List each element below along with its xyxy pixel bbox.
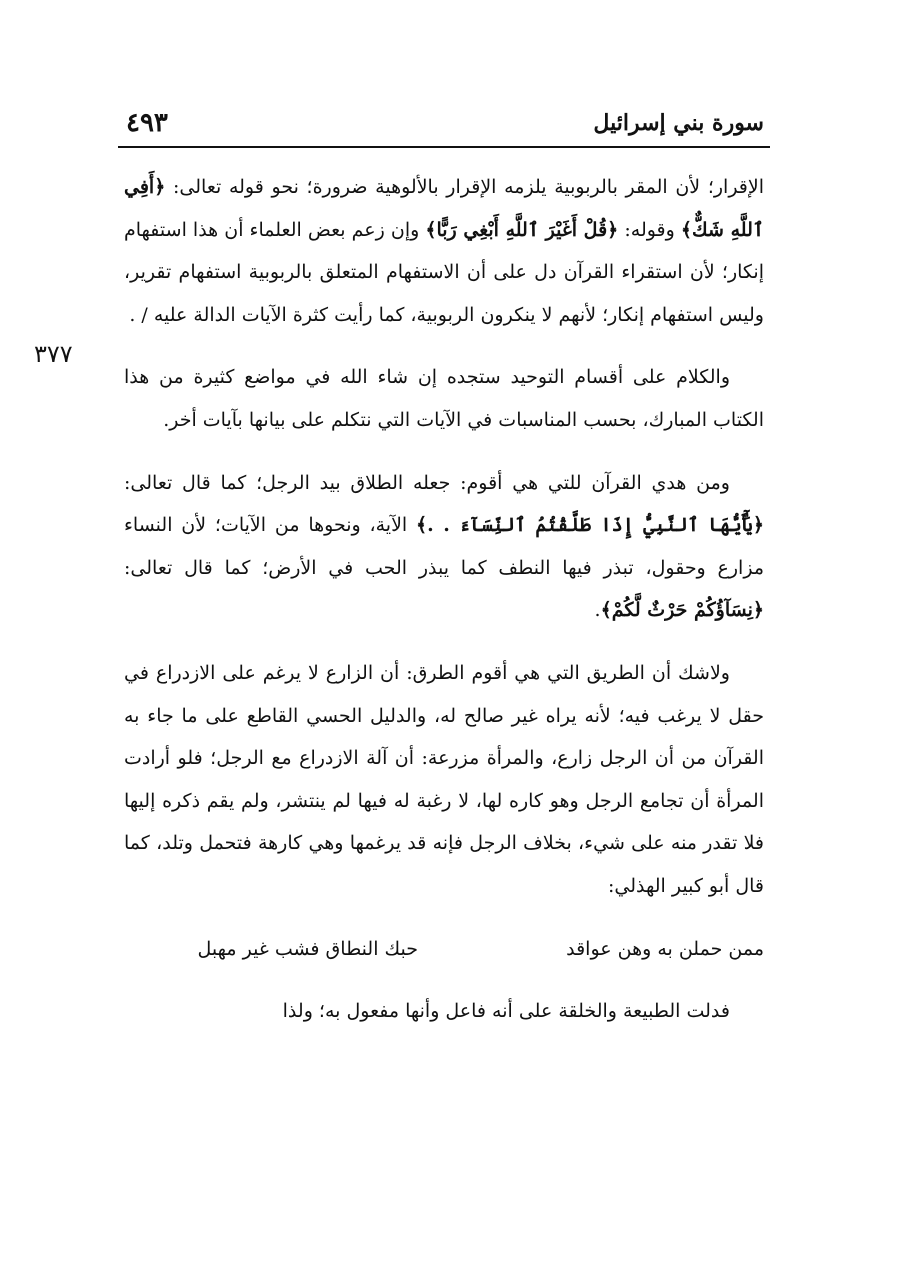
paragraph-3 (124, 462, 764, 632)
page-header (118, 100, 770, 146)
quran-quote: ﴿يَٰٓأَيُّهَا ٱلنَّبِيُّ إِذَا طَلَّقْتُمُ ٱلنِّسَآءَ . .﴾ (416, 514, 764, 537)
verse-first-hemistich: ممن حملن به وهن عواقد (566, 937, 764, 960)
text-segment: ولاشك أن الطريق التي هي أقوم الطرق: أن الزارع لا يرغم على الازدراع في حقل لا يرغب فيه؛ لأنه يراه غير صالح له، والدليل الحسي القاطع على ما جاء به القرآن من أن الرجل زارع، والمرأة مزرعة: أن آلة الازدراع مع الرجل؛ فلو أرادت المرأة أن تجامع الرجل وهو كاره لها، لا رغبة له فيها لم ينتشر، ولم يقم ذكره إليها فلا تقدر منه على شيء، بخلاف الرجل فإنه قد يرغمها وهي كارهة فتحمل وتلد، كما قال أبو كبير الهذلي: (124, 661, 764, 897)
text-segment: . (594, 599, 601, 622)
text-segment: الآية، ونحوها من الآيات؛ لأن النساء مزارع وحقول، تبذر فيها النطف كما يبذر الحب في الأرض؛ كما قال تعالى: (124, 514, 764, 579)
quran-quote: ﴿قُلْ أَغَيْرَ ٱللَّهِ أَبْغِي رَبًّا﴾ (425, 218, 619, 241)
paragraph-1 (124, 166, 764, 336)
page-number: ٤٩٣ (126, 108, 168, 138)
text-segment: وإن زعم بعض العلماء أن هذا استفهام إنكار؛ لأن استقراء القرآن دل على أن الاستفهام المتعلق بالربوبية استفهام تقرير، وليس استفهام إنكار؛ لأنهم لا ينكرون الربوبية، كما رأيت كثرة الآيات الدالة عليه / . (124, 218, 764, 326)
body-text (124, 166, 764, 1032)
margin-page-reference: ٣٧٧ (34, 340, 73, 368)
paragraph-2 (124, 356, 764, 441)
quran-quote: ﴿نِسَآؤُكُمْ حَرْثٌ لَّكُمْ﴾ (600, 599, 764, 622)
text-segment: والكلام على أقسام التوحيد ستجده إن شاء الله في مواضع كثيرة من هذا الكتاب المبارك، بحسب المناسبات في الآيات التي نتكلم على بيانها بآيات أخر. (124, 366, 764, 431)
paragraph-5 (124, 990, 764, 1033)
poetry-verse (124, 928, 764, 970)
text-segment: ومن هدي القرآن للتي هي أقوم: جعله الطلاق بيد الرجل؛ كما قال تعالى: (124, 471, 730, 494)
surah-title: سورة بني إسرائيل (593, 110, 764, 136)
text-segment: الإقرار؛ لأن المقر بالربوبية يلزمه الإقرار بالألوهية ضرورة؛ نحو قوله تعالى: (165, 176, 764, 198)
text-segment: وقوله: (618, 218, 681, 241)
quran-quote: ﴿أَفِي ٱللَّهِ شَكٌّ﴾ (124, 176, 764, 241)
text-segment: فدلت الطبيعة والخلقة على أنه فاعل وأنها مفعول به؛ ولذا (282, 999, 730, 1022)
verse-second-hemistich: حبك النطاق فشب غير مهبل (197, 937, 418, 960)
paragraph-4 (124, 652, 764, 908)
header-divider (118, 146, 770, 148)
